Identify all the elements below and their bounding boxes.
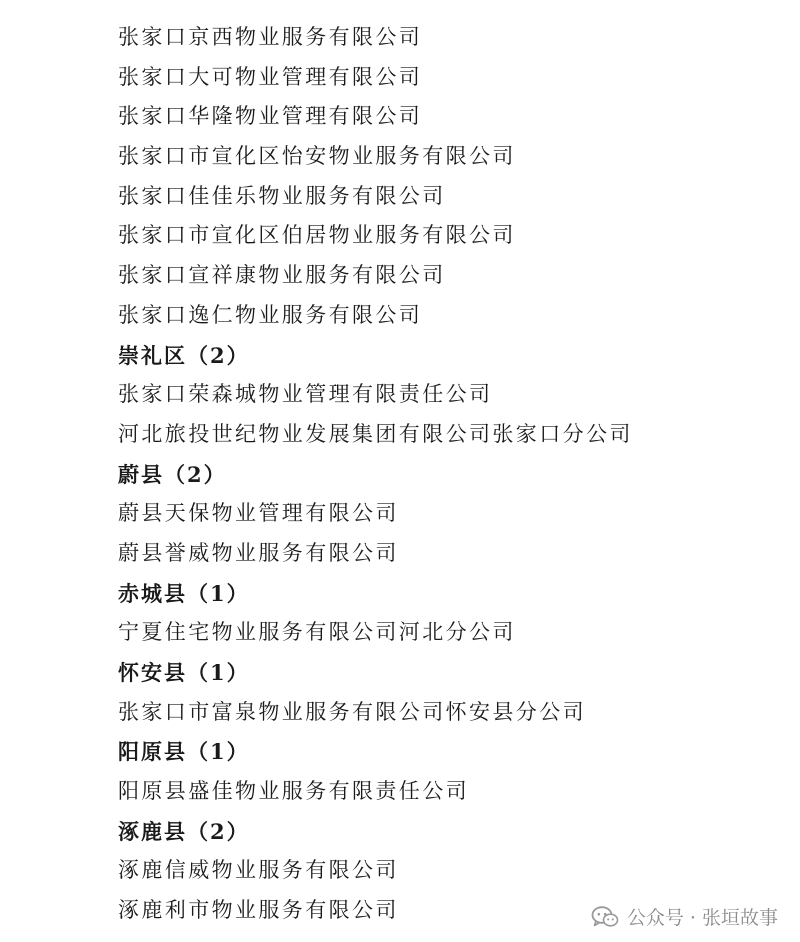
list-item: 宁夏住宅物业服务有限公司河北分公司: [118, 620, 516, 645]
list-item: 涿鹿利市物业服务有限公司: [118, 898, 399, 923]
watermark-text: 公众号 · 张垣故事: [626, 907, 778, 929]
list-item: 张家口市富泉物业服务有限公司怀安县分公司: [118, 699, 586, 724]
district-heading: 赤城县（1）: [118, 580, 250, 606]
district-heading: 涿鹿县（2）: [118, 818, 250, 844]
list-item: 张家口市宣化区怡安物业服务有限公司: [118, 144, 516, 169]
list-item: 河北旅投世纪物业发展集团有限公司张家口分公司: [118, 421, 633, 446]
list-item: 张家口逸仁物业服务有限公司: [118, 302, 423, 327]
company-list-document: [118, 18, 778, 931]
list-item: 阳原县盛佳物业服务有限责任公司: [118, 779, 469, 804]
district-heading: 阳原县（1）: [118, 739, 250, 765]
list-item: 张家口京西物业服务有限公司: [118, 25, 423, 49]
list-item: 蔚县天保物业管理有限公司: [118, 501, 399, 526]
district-heading: 蔚县（2）: [118, 461, 227, 487]
list-item: 张家口华隆物业管理有限公司: [118, 104, 423, 129]
list-item: 张家口荣森城物业管理有限责任公司: [118, 382, 493, 407]
wechat-official-account-icon: [591, 905, 619, 929]
list-item: 蔚县誉威物业服务有限公司: [118, 540, 399, 565]
list-item: 涿鹿信威物业服务有限公司: [118, 858, 399, 883]
list-item: 张家口大可物业管理有限公司: [118, 64, 423, 89]
list-item: 张家口佳佳乐物业服务有限公司: [118, 183, 446, 208]
list-item: 张家口宣祥康物业服务有限公司: [118, 263, 446, 288]
list-item: 张家口市宣化区伯居物业服务有限公司: [118, 223, 516, 248]
district-heading: 崇礼区（2）: [118, 342, 250, 368]
watermark: [591, 903, 778, 930]
district-heading: 怀安县（1）: [118, 660, 250, 685]
